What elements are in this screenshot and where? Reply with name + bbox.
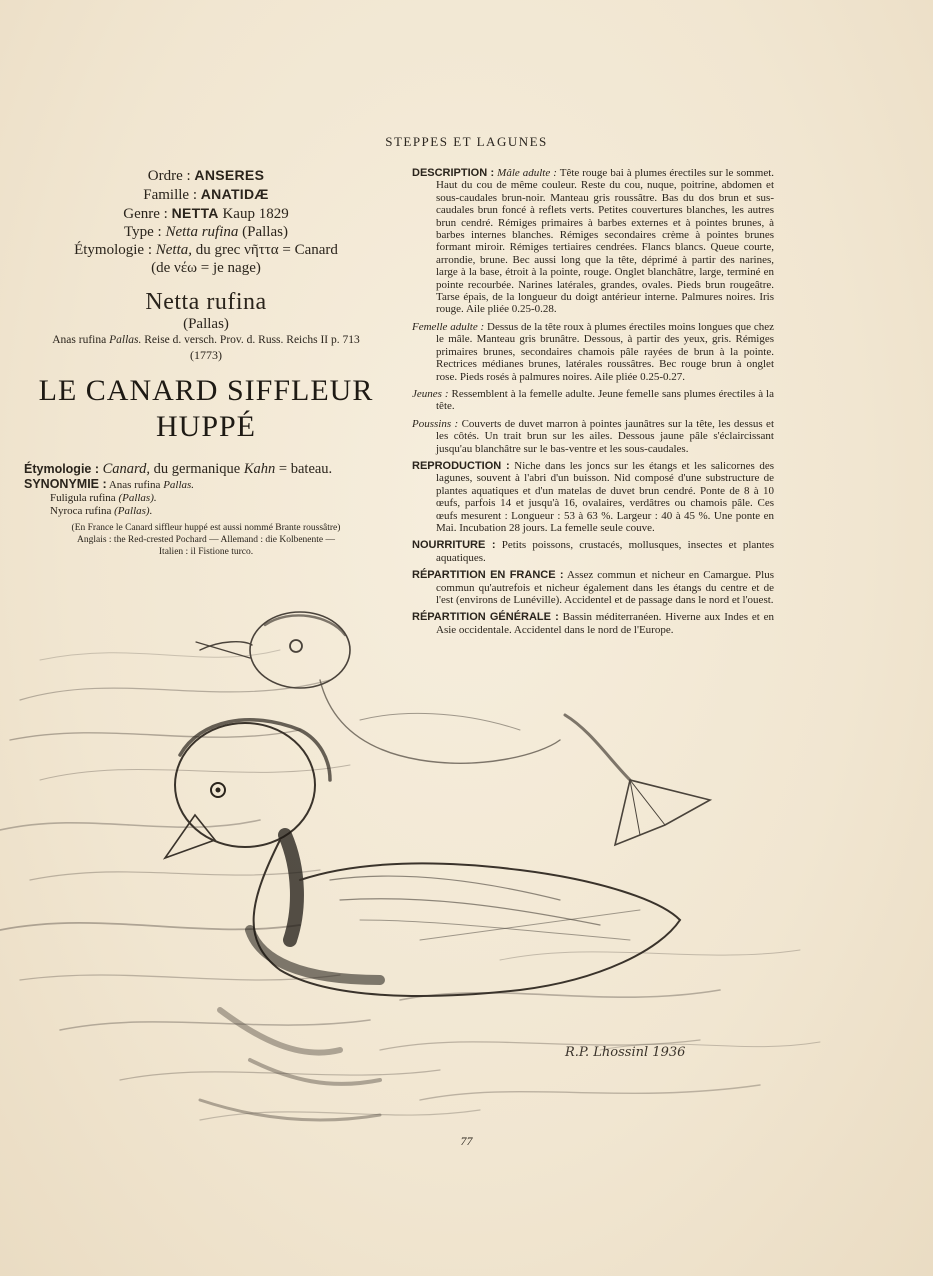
description-male-paragraph xyxy=(412,167,774,316)
etymologie-line xyxy=(24,241,388,259)
species-name: Netta rufina xyxy=(145,289,267,315)
nourriture-paragraph xyxy=(412,539,774,564)
genre-value: NETTA xyxy=(171,205,219,221)
etymologie-label: Étymologie : xyxy=(74,242,153,258)
synonym-3-author: (Pallas). xyxy=(114,505,153,517)
type-value: Netta rufina xyxy=(165,224,239,240)
male-adult-text: Tête rouge bai à plumes érectiles sur le sommet. Haut du cou de même couleur. Reste du cou, nuque, poitrine, abdomen et sous-caudales brun-noir. Manteau gris roussâtre. Bas du dos brun et sus-caudales brun foncé à reflets verts. Petites couvertures blanches, les autres brun cendré. Rémiges primaires à barbes externes et à pointes brunes, à barbes internes blanches. Rémiges secondaires crème à pointes brunes formant miroir. Rémiges tertiaires cendrées. Flancs blancs. Queue courte, arrondie, brune. Bec aussi long que la tête, déprimé à partir des narines, large à la base, étroit à la pointe, rouge. Onglet blanchâtre, large, terminé en pointe recourbée. Narines latérales, grandes, ovales. Pieds brun rougeâtre. Tarse épais, de la longueur du doigt antérieur interne. Palmures noires. Iris rouge. Aile pliée 0.25-0.28. xyxy=(436,167,775,316)
chicks-text: Couverts de duvet marron à pointes jaunâtres sur la tête, les dessus et les côtés. Un trait brun sur les ailes. Dessous jaune pâle s'éclaircissant jusqu'au blanchâtre sur le bas-ventre et les sous-caudales. xyxy=(436,417,774,455)
description-young-paragraph xyxy=(412,388,774,413)
reference-prefix: Anas rufina xyxy=(52,334,107,346)
title-line-2: HUPPÉ xyxy=(155,410,257,443)
synonymy-line-3 xyxy=(24,505,388,518)
left-column xyxy=(24,166,388,558)
genre-author: Kaup 1829 xyxy=(222,206,289,222)
repartition-france-text: Assez commun et nicheur en Camargue. Plus commun qu'autrefois et nicheur également dans les étangs du centre et de l'est (environs de Lunéville). Accidentel et de passage dans le nord et l'ouest. xyxy=(436,569,774,606)
etymology-text-b: = bateau. xyxy=(278,461,333,477)
water-ripples xyxy=(0,650,820,1120)
ordre-line xyxy=(24,166,388,185)
synonymy-line-1 xyxy=(24,478,388,492)
running-head: STEPPES ET LAGUNES xyxy=(385,134,548,149)
page-number: 77 xyxy=(460,1134,473,1148)
repartition-generale-heading: RÉPARTITION GÉNÉRALE : xyxy=(412,611,559,624)
nourriture-text: Petits poissons, crustacés, mollusques, insectes et plantes aquatiques. xyxy=(436,539,774,564)
male-duck xyxy=(165,720,680,996)
reference-year: (1773) xyxy=(190,348,222,362)
water-reflection xyxy=(200,1010,380,1120)
genre-line xyxy=(24,204,388,223)
famille-value: ANATIDÆ xyxy=(200,186,269,202)
reproduction-paragraph xyxy=(412,460,774,534)
young-text: Ressemblent à la femelle adulte. Jeune femelle sans plumes érectiles à la tête. xyxy=(436,387,774,413)
female-duck xyxy=(196,612,560,763)
original-reference xyxy=(24,333,388,348)
description-heading: DESCRIPTION : xyxy=(412,167,495,179)
page-title xyxy=(24,373,388,445)
note-line-3: Italien : il Fistione turco. xyxy=(158,547,254,557)
famille-line xyxy=(24,185,388,204)
ordre-label: Ordre : xyxy=(147,168,191,184)
title-line-1: LE CANARD SIFFLEUR xyxy=(38,374,374,407)
famille-label: Famille : xyxy=(143,187,198,203)
repartition-france-heading: RÉPARTITION EN FRANCE : xyxy=(412,569,564,582)
etymologie-line-2: (de νέω = je nage) xyxy=(151,260,261,276)
synonymy-line-2 xyxy=(24,492,388,505)
female-adult-label: Femelle adulte : xyxy=(412,320,485,333)
synonym-3-name: Nyroca rufina xyxy=(50,505,112,517)
taxonomy-block xyxy=(24,166,388,277)
etymologie-word: Netta, xyxy=(155,242,193,258)
young-label: Jeunes : xyxy=(412,387,449,400)
reference-author: Pallas. xyxy=(109,334,142,346)
description-female-paragraph xyxy=(412,321,774,383)
nourriture-heading: NOURRITURE : xyxy=(412,539,496,552)
synonym-1-author: Pallas. xyxy=(163,479,195,491)
reference-text: Reise d. versch. Prov. d. Russ. Reichs II p. 713 xyxy=(144,334,360,346)
etymology-text-a: du germanique xyxy=(153,461,241,477)
etymology-line xyxy=(24,461,388,478)
artist-signature: R.P. Lhossinl 1936 xyxy=(565,1045,686,1060)
note-line-2: Anglais : the Red-crested Pochard — Allemand : die Kolbenente — xyxy=(76,535,336,545)
genre-label: Genre : xyxy=(123,206,168,222)
ordre-value: ANSERES xyxy=(194,167,265,183)
right-column xyxy=(412,167,774,641)
note-line-1: (En France le Canard siffleur huppé est aussi nommé Brante roussâtre) xyxy=(71,523,341,533)
reproduction-heading: REPRODUCTION : xyxy=(412,459,510,472)
synonym-2-author: (Pallas). xyxy=(118,492,157,504)
etymology-word: Canard, xyxy=(102,461,151,477)
etymologie-text: du grec νῆττα = Canard xyxy=(195,242,338,258)
reproduction-text: Niche dans les joncs sur les étangs et les salicornes des lagunes, souvent à l'abri d'un buisson. Nid composé d'une substructure de plantes aquatiques et d'un matelas de duvet brun cendré. Ponte de 8 à 10 œufs, parfois 14 et jusqu'à 16, ovalaires, verdâtres ou chamois pâle. Ces œufs mesurent : Longueur : 53 à 63 %. Largeur : 40 à 45 %. Une ponte en Mai. Incubation 28 jours. La femelle seule couve. xyxy=(436,459,775,534)
type-author: (Pallas) xyxy=(242,224,288,240)
synonym-2-name: Fuligula rufina xyxy=(50,492,116,504)
etymology-label: Étymologie : xyxy=(24,462,100,476)
synonymy-block xyxy=(24,478,388,518)
type-line xyxy=(24,223,388,241)
vernacular-names-note xyxy=(24,522,388,558)
species-author: (Pallas) xyxy=(183,316,229,332)
repartition-generale-text: Bassin méditerranéen. Hiverne aux Indes et en Asie occidentale. Accidentel dans le nord de l'Europe. xyxy=(436,611,774,636)
synonymy-label: SYNONYMIE : xyxy=(24,477,107,491)
synonym-1-name: Anas rufina xyxy=(108,479,161,491)
chicks-label: Poussins : xyxy=(412,417,459,430)
type-label: Type : xyxy=(124,224,162,240)
etymology-word-2: Kahn xyxy=(243,461,276,477)
female-adult-text: Dessus de la tête roux à plumes érectiles moins longues que chez le mâle. Manteau gris brunâtre. Dessous, à partir des yeux, gris. Rémiges primaires brunes, secondaires chamois pâle rayées de brun à la pointe. Rectrices médianes brunes, latérales roussâtres. Bec rouge brun à onglet rose. Pieds rosés à palmures noires. Aile pliée 0.25-0.27. xyxy=(436,320,774,383)
duck-illustration xyxy=(0,580,933,1180)
description-chicks-paragraph xyxy=(412,418,774,455)
duck-foot xyxy=(565,715,710,845)
male-adult-label: Mâle adulte : xyxy=(497,167,557,179)
